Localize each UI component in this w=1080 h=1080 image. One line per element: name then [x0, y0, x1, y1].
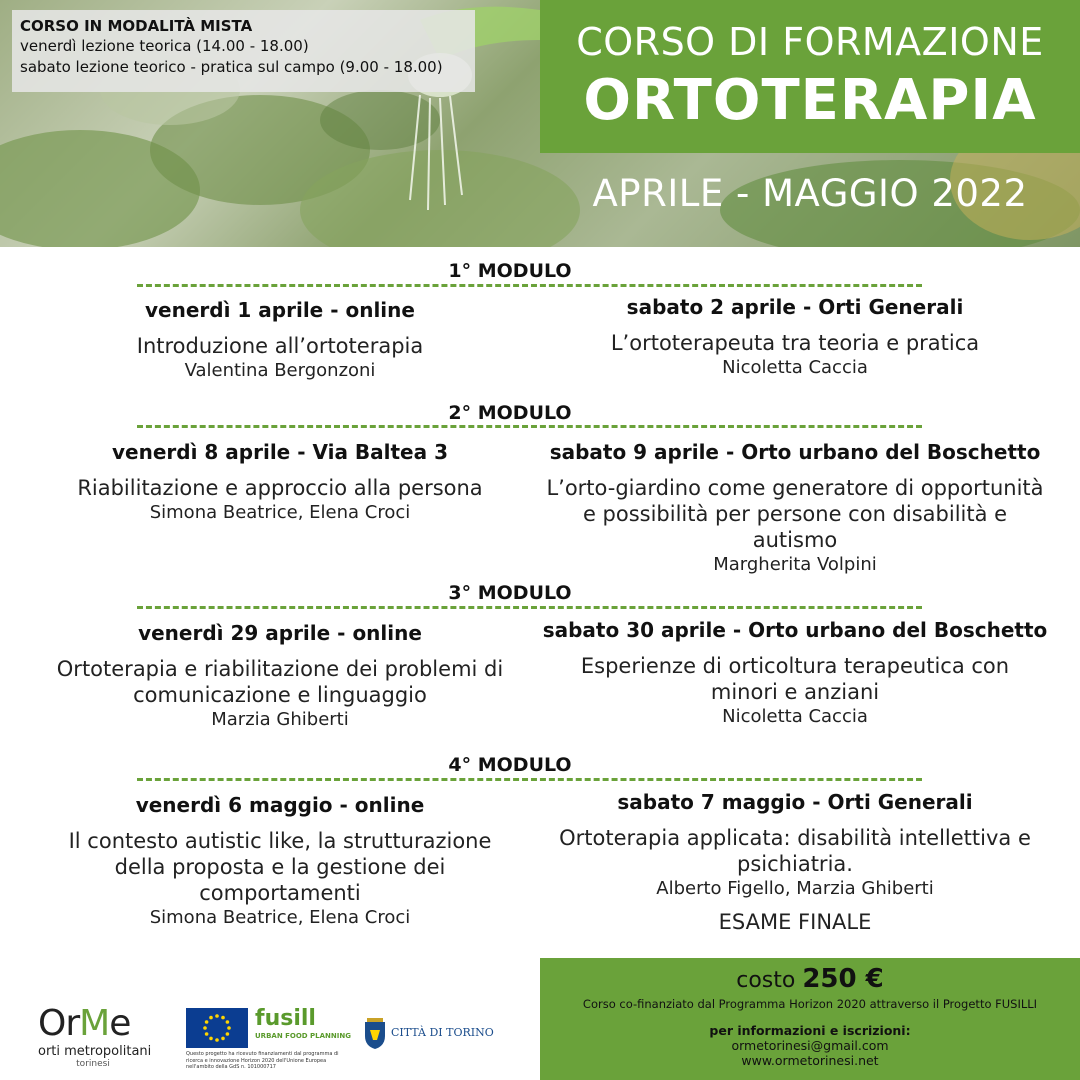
- header-banner: [0, 0, 1080, 247]
- lesson-topic: Esperienze di orticoltura terapeutica con: [580, 654, 1010, 678]
- lesson-speakers: Simona Beatrice, Elena Croci: [149, 502, 411, 523]
- lesson-topic: Ortoterapia e riabilitazione dei problemi di: [56, 657, 504, 681]
- module-2-divider: [137, 425, 922, 428]
- course-cost: [540, 964, 1080, 996]
- orme-logo-mark-or: Or: [38, 1003, 80, 1044]
- mixed-mode-title: CORSO IN MODALITÀ MISTA: [20, 17, 253, 35]
- module-4-divider: [137, 778, 922, 781]
- module-1-title: 1° MODULO: [448, 260, 572, 282]
- fusilli-logo-sub: URBAN FOOD PLANNING: [255, 1032, 351, 1040]
- contact-website[interactable]: www.ormetorinesi.net: [741, 1053, 879, 1068]
- lesson-speakers: Valentina Bergonzoni: [184, 360, 376, 381]
- title-box: [540, 0, 1080, 153]
- citta-di-torino-logo: [363, 1018, 493, 1052]
- info-label: per informazioni e iscrizioni:: [709, 1023, 911, 1038]
- lesson-topic: comunicazione e linguaggio: [133, 683, 427, 707]
- module-4-saturday: [535, 789, 1055, 935]
- cost-label: costo: [736, 968, 796, 993]
- lesson-speakers: Nicoletta Caccia: [722, 706, 868, 727]
- module-1-saturday: [535, 294, 1055, 380]
- lesson-day: venerdì 6 maggio - online: [135, 793, 425, 817]
- lesson-speakers: Alberto Figello, Marzia Ghiberti: [656, 878, 934, 899]
- lesson-speakers: Marzia Ghiberti: [211, 709, 349, 730]
- lesson-topic: Riabilitazione e approccio alla persona: [77, 476, 483, 500]
- lesson-speakers: Margherita Volpini: [713, 554, 877, 575]
- course-label: CORSO DI FORMAZIONE: [576, 20, 1044, 64]
- eu-flag-icon: [186, 1008, 248, 1048]
- lesson-day: venerdì 1 aprile - online: [145, 298, 415, 322]
- orme-logo-text: orti metropolitani: [38, 1044, 152, 1059]
- lesson-day: venerdì 29 aprile - online: [138, 621, 422, 645]
- eu-funding-note: Questo progetto ha ricevuto finanziamenti dal programma di ricerca e innovazione Horizon 2020 dell'Unione Europea nell'ambito della GdS n. 101000717: [186, 1051, 339, 1070]
- lesson-topic: minori e anziani: [710, 680, 880, 704]
- lesson-topic: L’ortoterapeuta tra teoria e pratica: [610, 331, 980, 355]
- lesson-day: sabato 7 maggio - Orti Generali: [617, 790, 973, 814]
- torino-name: CITTÀ DI TORINO: [391, 1026, 494, 1039]
- lesson-topic: Introduzione all’ortoterapia: [136, 334, 424, 358]
- orme-logo-mark-m: M: [79, 1003, 110, 1044]
- orme-logo-subtext: torinesi: [76, 1059, 110, 1069]
- lesson-day: sabato 9 aprile - Orto urbano del Boschetto: [549, 440, 1041, 464]
- module-4-friday: [30, 792, 530, 930]
- price-box: [540, 958, 1080, 1080]
- course-title: ORTOTERAPIA: [583, 68, 1037, 133]
- final-exam-label: ESAME FINALE: [718, 910, 872, 934]
- lesson-topic: L’orto-giardino come generatore di opportunità: [546, 476, 1044, 500]
- module-2-saturday: [535, 439, 1055, 577]
- lesson-topic: comportamenti: [199, 881, 361, 905]
- orme-logo: [38, 1003, 158, 1076]
- module-1-friday: [30, 297, 530, 383]
- lesson-topic: della proposta e la gestione dei: [114, 855, 446, 879]
- lesson-day: sabato 30 aprile - Orto urbano del Boschetto: [542, 618, 1048, 642]
- lesson-topic: e possibilità per persone con disabilità e: [582, 502, 1008, 526]
- module-3-saturday: [535, 617, 1055, 729]
- module-4-title: 4° MODULO: [448, 754, 572, 776]
- module-1-divider: [137, 284, 922, 287]
- lesson-day: sabato 2 aprile - Orti Generali: [626, 295, 964, 319]
- contact-email[interactable]: ormetorinesi@gmail.com: [731, 1038, 889, 1053]
- saturday-schedule-text: sabato lezione teorico - pratica sul campo (9.00 - 18.00): [20, 58, 443, 76]
- cofinancing-text: Corso co-finanziato dal Programma Horizon 2020 attraverso il Progetto FUSILLI: [582, 997, 1038, 1011]
- lesson-speakers: Simona Beatrice, Elena Croci: [149, 907, 411, 928]
- fusilli-logo: [255, 1006, 351, 1050]
- module-3-friday: [30, 620, 530, 732]
- lesson-day: venerdì 8 aprile - Via Baltea 3: [112, 440, 448, 464]
- module-3-title: 3° MODULO: [448, 582, 572, 604]
- lesson-topic: psichiatria.: [737, 852, 853, 876]
- lesson-topic: autismo: [752, 528, 838, 552]
- lesson-speakers: Nicoletta Caccia: [722, 357, 868, 378]
- torino-crest-icon: [363, 1018, 387, 1050]
- module-2-title: 2° MODULO: [448, 402, 572, 424]
- lesson-topic: Il contesto autistic like, la strutturazione: [68, 829, 492, 853]
- cost-value: 250 €: [802, 964, 884, 994]
- orme-logo-mark: [38, 1003, 158, 1044]
- lesson-topic: Ortoterapia applicata: disabilità intellettiva e: [559, 826, 1031, 850]
- mixed-mode-box: [12, 10, 475, 92]
- module-3-divider: [137, 606, 922, 609]
- friday-schedule-text: venerdì lezione teorica (14.00 - 18.00): [20, 37, 309, 55]
- orme-logo-mark-e: e: [109, 1003, 131, 1044]
- course-period: APRILE - MAGGIO 2022: [592, 172, 1028, 215]
- fusilli-logo-name: fusill: [255, 1006, 316, 1031]
- module-2-friday: [30, 439, 530, 525]
